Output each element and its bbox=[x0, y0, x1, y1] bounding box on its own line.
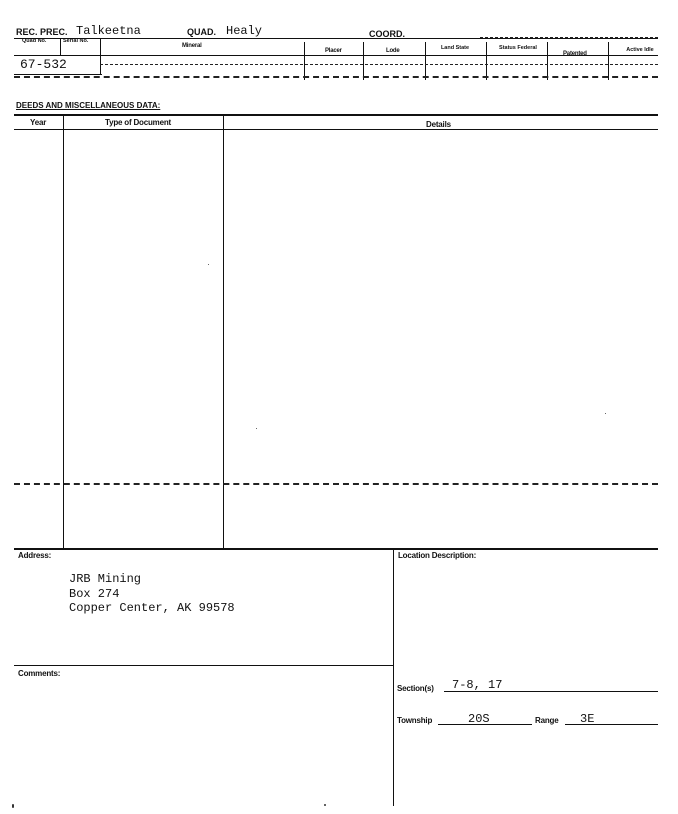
col-status-federal: Status Federal bbox=[499, 45, 537, 51]
township-label: Township bbox=[397, 716, 433, 725]
col-type-of-document: Type of Document bbox=[105, 118, 171, 127]
address-line: JRB Mining bbox=[69, 572, 142, 586]
scan-speck bbox=[256, 428, 257, 429]
col-details: Details bbox=[426, 120, 451, 129]
scan-speck bbox=[324, 804, 326, 806]
col-lode: Lode bbox=[386, 48, 400, 54]
range-underline bbox=[565, 724, 658, 725]
record-rule-mid bbox=[100, 64, 658, 65]
address-line: Copper Center, AK 99578 bbox=[69, 601, 235, 615]
vsep-4 bbox=[363, 42, 364, 80]
deeds-title: DEEDS AND MISCELLANEOUS DATA: bbox=[16, 101, 161, 110]
vsep-8 bbox=[608, 42, 609, 80]
address-line: Box 274 bbox=[69, 587, 120, 601]
rec-prec-label: REC. PREC. bbox=[16, 27, 68, 37]
col-patented: Patented bbox=[563, 51, 587, 57]
deeds-header-rule bbox=[14, 129, 658, 130]
col-placer: Placer bbox=[325, 48, 342, 54]
vsep-3 bbox=[304, 42, 305, 80]
col-quad-no: Quad No. bbox=[22, 38, 47, 44]
header-rule-dashed bbox=[480, 37, 658, 38]
township-value: 20S bbox=[468, 712, 490, 726]
range-label: Range bbox=[535, 716, 559, 725]
comments-label: Comments: bbox=[18, 669, 61, 678]
deeds-dashed-rule bbox=[14, 483, 658, 485]
col-land-state: Land State bbox=[440, 45, 470, 51]
coord-label: COORD. bbox=[369, 29, 405, 39]
sections-label: Section(s) bbox=[397, 684, 434, 693]
scan-speck bbox=[208, 264, 209, 265]
record-rule-left bbox=[14, 74, 102, 75]
quad-serial-value: 67-532 bbox=[20, 57, 67, 72]
record-rule-dashed bbox=[14, 76, 658, 78]
address-label: Address: bbox=[18, 551, 52, 560]
vsep-2 bbox=[100, 38, 101, 74]
quad-label: QUAD. bbox=[187, 27, 216, 37]
quad-value: Healy bbox=[226, 24, 263, 38]
address-location-divider bbox=[393, 548, 394, 806]
vsep-6 bbox=[486, 42, 487, 80]
vsep-5 bbox=[425, 42, 426, 80]
vsep-7 bbox=[547, 42, 548, 80]
header-rule bbox=[14, 38, 658, 39]
scan-speck bbox=[12, 804, 14, 808]
range-value: 3E bbox=[580, 712, 595, 726]
deeds-top-rule bbox=[14, 114, 658, 116]
scan-speck bbox=[605, 413, 606, 414]
col-mineral: Mineral bbox=[182, 43, 202, 49]
deeds-bottom-rule bbox=[14, 548, 658, 550]
column-header-rule bbox=[14, 55, 658, 56]
location-description-label: Location Description: bbox=[398, 551, 477, 560]
rec-prec-value: Talkeetna bbox=[76, 24, 141, 38]
col-year: Year bbox=[30, 118, 47, 127]
comments-top-rule bbox=[14, 665, 394, 666]
vsep-1 bbox=[60, 38, 61, 55]
sections-value: 7-8, 17 bbox=[452, 678, 503, 692]
col-active-idle: Active Idle bbox=[626, 47, 654, 53]
col-serial-no: Serial No. bbox=[63, 38, 89, 44]
